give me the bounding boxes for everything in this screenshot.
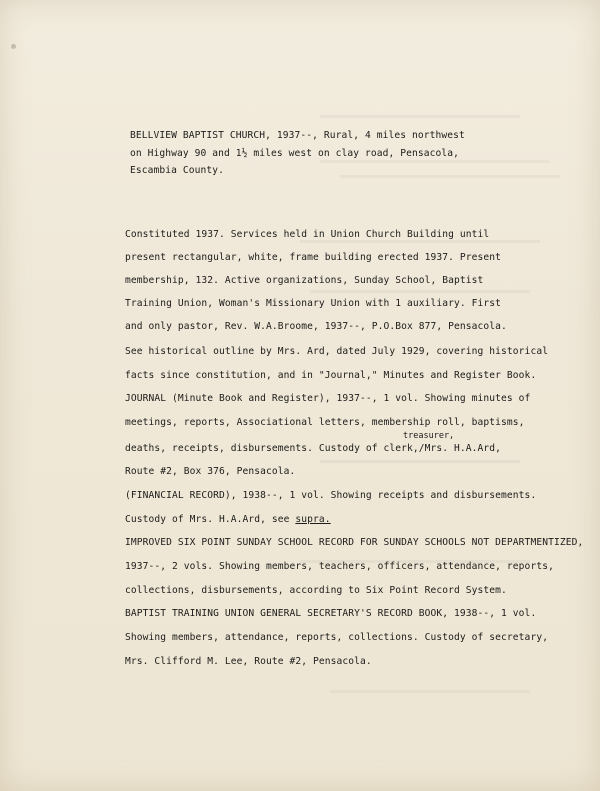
body-line-6: See historical outline by Mrs. Ard, dated July 1929, covering historical xyxy=(125,346,549,357)
body-line-16: collections, disbursements, according to Six Point Record System. xyxy=(125,585,507,596)
body-line-12: (FINANCIAL RECORD), 1938--, 1 vol. Showing receipts and disbursements. xyxy=(125,490,537,501)
body-line-5: and only pastor, Rev. W.A.Broome, 1937--, P.O.Box 877, Pensacola. xyxy=(125,321,507,332)
body-line-10: deaths, receipts, disbursements. Custody of clerk,/Mrs. H.A.Ard, xyxy=(125,443,502,454)
body-line-3: membership, 132. Active organizations, Sunday School, Baptist xyxy=(125,275,484,286)
body-line-1: Constituted 1937. Services held in Union Church Building until xyxy=(125,229,490,240)
body-line-17: BAPTIST TRAINING UNION GENERAL SECRETARY'S RECORD BOOK, 1938--, 1 vol. xyxy=(125,608,537,619)
supra-underlined: supra. xyxy=(295,514,331,525)
church-heading: BELLVIEW BAPTIST CHURCH, 1937--, Rural, 4 miles northwest on Highway 90 and 1½ miles west on clay road, Pensacola, Escambia County. xyxy=(130,130,465,176)
body-line-7: facts since constitution, and in "Journal," Minutes and Register Book. xyxy=(125,370,537,381)
body-line-2: present rectangular, white, frame building erected 1937. Present xyxy=(125,252,502,263)
body-line-15: 1937--, 2 vols. Showing members, teachers, officers, attendance, reports, xyxy=(125,561,554,572)
body-line-14: IMPROVED SIX POINT SUNDAY SCHOOL RECORD FOR SUNDAY SCHOOLS NOT DEPARTMENTIZED, xyxy=(125,537,584,548)
custody-text: Custody of Mrs. H.A.Ard, see xyxy=(125,514,296,525)
inserted-word-treasurer: treasurer, xyxy=(403,431,455,441)
punch-hole-mark xyxy=(11,44,16,49)
body-line-18: Showing members, attendance, reports, collections. Custody of secretary, xyxy=(125,632,549,643)
body-line-11: Route #2, Box 376, Pensacola. xyxy=(125,466,296,477)
body-line-4: Training Union, Woman's Missionary Union with 1 auxiliary. First xyxy=(125,298,502,309)
body-line-9: meetings, reports, Associational letters, membership roll, baptisms, xyxy=(125,417,525,428)
body-line-13 xyxy=(125,514,331,525)
body-line-19: Mrs. Clifford M. Lee, Route #2, Pensacola. xyxy=(125,656,372,667)
body-line-8: JOURNAL (Minute Book and Register), 1937--, 1 vol. Showing minutes of xyxy=(125,393,531,404)
